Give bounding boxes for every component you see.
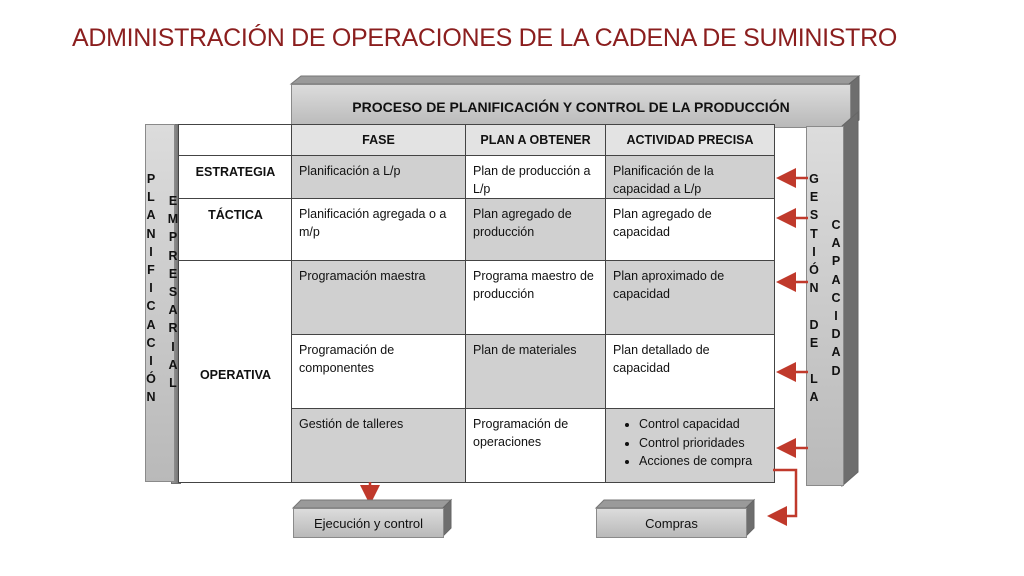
cell-plan: Plan de materiales <box>466 335 606 409</box>
right-column-letters-2: C A P A C I D A D <box>831 218 841 378</box>
list-item: • Control prioridades <box>639 434 768 453</box>
cell-fase: Programación maestra <box>292 261 466 335</box>
cell-actividad: Plan aproximado de capacidad <box>606 261 775 335</box>
process-banner: PROCESO DE PLANIFICACIÓN Y CONTROL DE LA PRODUCCIÓN <box>291 84 851 128</box>
level-operativa: OPERATIVA <box>179 261 292 483</box>
cell-actividad: Plan agregado de capacidad <box>606 199 775 261</box>
header-actividad: ACTIVIDAD PRECISA <box>606 125 775 156</box>
cell-fase: Gestión de talleres <box>292 409 466 483</box>
page-title: ADMINISTRACIÓN DE OPERACIONES DE LA CADENA DE SUMINISTRO <box>72 24 898 52</box>
cell-fase: Planificación agregada o a m/p <box>292 199 466 261</box>
list-item: • Acciones de compra <box>639 452 768 471</box>
cell-plan: Plan agregado de producción <box>466 199 606 261</box>
cell-actividad: Planificación de la capacidad a L/p <box>606 156 775 199</box>
output-ejecucion-control: Ejecución y control <box>293 508 444 538</box>
left-column-letters-1: P L A N I F I C A C I Ó N <box>146 172 156 405</box>
output-compras: Compras <box>596 508 747 538</box>
left-column-letters-2: E M P R E S A R I A L <box>167 194 179 390</box>
cell-plan: Programa maestro de producción <box>466 261 606 335</box>
level-estrategia: ESTRATEGIA <box>179 156 292 199</box>
header-fase: FASE <box>292 125 466 156</box>
cell-plan: Plan de producción a L/p <box>466 156 606 199</box>
cell-actividad: Plan detallado de capacidad <box>606 335 775 409</box>
list-item: • Control capacidad <box>639 415 768 434</box>
cell-fase: Programación de componentes <box>292 335 466 409</box>
header-plan: PLAN A OBTENER <box>466 125 606 156</box>
cell-fase: Planificación a L/p <box>292 156 466 199</box>
level-tactica: TÁCTICA <box>179 199 292 261</box>
arrow-compras <box>772 470 796 516</box>
right-column-letters-1: G E S T I Ó N D E L A <box>809 172 819 405</box>
cell-plan: Programación de operaciones <box>466 409 606 483</box>
